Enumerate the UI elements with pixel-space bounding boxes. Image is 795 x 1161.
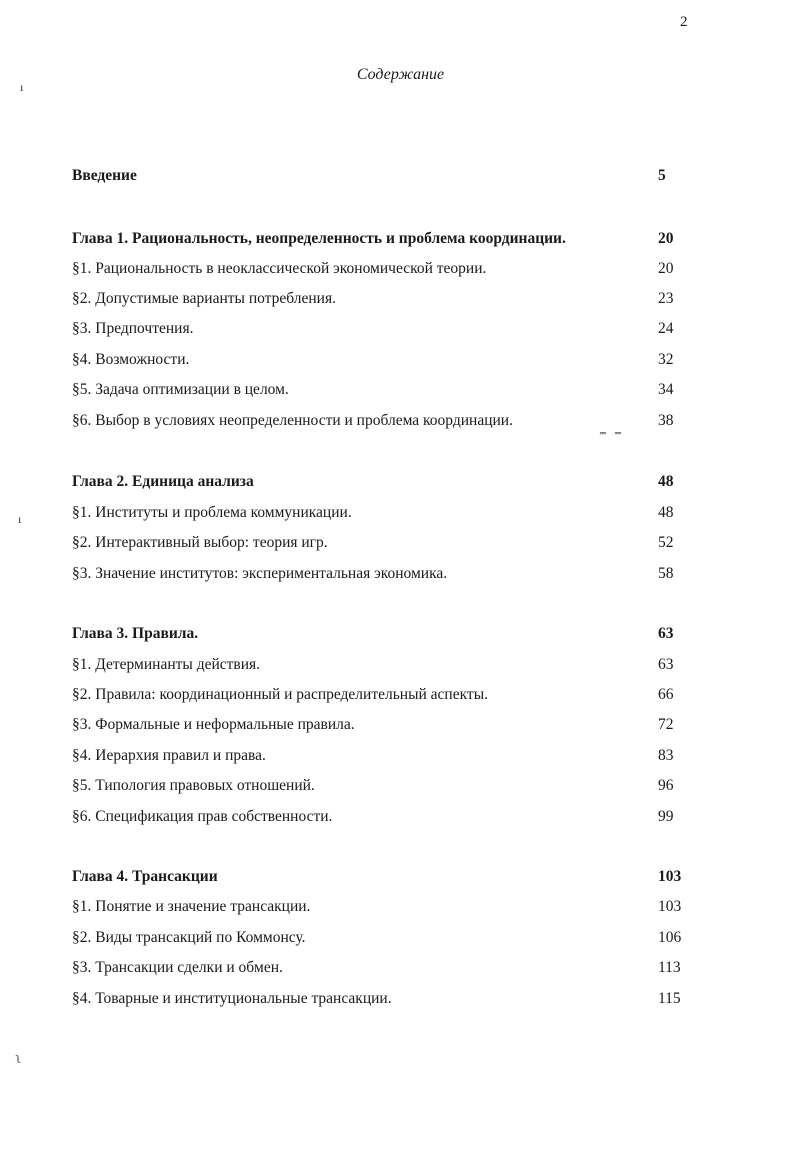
toc-page-number: 48 (658, 504, 674, 521)
toc-entry (72, 654, 692, 676)
toc-page-number: 103 (658, 898, 682, 915)
page-title: Содержание (356, 66, 445, 83)
toc-entry (72, 714, 692, 736)
toc-label: §2. Правила: координационный и распределительный аспекты. (72, 686, 488, 703)
toc-page-number: 34 (658, 381, 674, 398)
toc-page-number: 66 (658, 686, 674, 703)
toc-label: §3. Значение институтов: экспериментальная экономика. (72, 565, 448, 582)
toc-page-number: 20 (658, 230, 674, 247)
toc-page-number: 103 (658, 868, 682, 885)
toc-entry (72, 745, 692, 767)
toc-heading (72, 623, 692, 645)
toc-label: §5. Типология правовых отношений. (72, 777, 315, 794)
toc-label: §3. Формальные и неформальные правила. (72, 716, 355, 733)
toc-entry (72, 775, 692, 797)
toc-label: §4. Возможности. (72, 351, 190, 368)
toc-label: §3. Трансакции сделки и обмен. (72, 959, 283, 976)
toc-label: Глава 3. Правила. (72, 625, 199, 642)
toc-entry (72, 502, 692, 524)
toc-page-number: 63 (658, 656, 674, 673)
toc-page-number: 83 (658, 747, 674, 764)
toc-entry (72, 532, 692, 554)
toc-label: §6. Выбор в условиях неопределенности и проблема координации. (72, 412, 513, 429)
toc-label: §1. Рациональность в неоклассической экономической теории. (72, 260, 487, 277)
toc-entry (72, 318, 692, 340)
toc-label: §6. Спецификация прав собственности. (72, 808, 333, 825)
scan-speck: ‗ ‗ (600, 420, 624, 434)
toc-label: §1. Детерминанты действия. (72, 656, 261, 673)
toc-page-number: 5 (658, 167, 666, 184)
toc-label: §2. Виды трансакций по Коммонсу. (72, 929, 306, 946)
toc-entry (72, 896, 692, 918)
toc-page-number: 32 (658, 351, 674, 368)
toc-entry (72, 927, 692, 949)
toc-page-number: 58 (658, 565, 674, 582)
scan-speck: ı (20, 80, 24, 94)
scan-speck: ı (18, 512, 22, 526)
toc-label: §4. Иерархия правил и права. (72, 747, 266, 764)
toc-entry (72, 379, 692, 401)
toc-label: Глава 1. Рациональность, неопределенность и проблема координации. (72, 230, 566, 247)
toc-page-number: 72 (658, 716, 674, 733)
toc-page-number: 106 (658, 929, 682, 946)
toc-page-number: 115 (658, 990, 681, 1007)
toc-page-number: 24 (658, 320, 674, 337)
toc-entry (72, 563, 692, 585)
toc-page-number: 20 (658, 260, 674, 277)
toc-page-number: 52 (658, 534, 674, 551)
toc-page-number: 99 (658, 808, 674, 825)
toc-heading (72, 866, 692, 888)
toc-label: Введение (72, 167, 137, 184)
page-number: 2 (680, 14, 688, 30)
toc-page-number: 23 (658, 290, 674, 307)
toc-entry (72, 410, 692, 432)
toc-page-number: 113 (658, 959, 681, 976)
toc-entry (72, 988, 692, 1010)
toc-label: §5. Задача оптимизации в целом. (72, 381, 289, 398)
toc-label: §4. Товарные и институциональные трансакции. (72, 990, 392, 1007)
toc-label: §1. Понятие и значение трансакции. (72, 898, 311, 915)
toc-page-number: 63 (658, 625, 674, 642)
toc-heading (72, 471, 692, 493)
toc-heading (72, 165, 692, 187)
toc-entry (72, 258, 692, 280)
scan-speck: ʅ (16, 1052, 22, 1066)
toc-entry (72, 349, 692, 371)
toc-heading (72, 228, 692, 250)
toc-page-number: 38 (658, 412, 674, 429)
toc-label: Глава 2. Единица анализа (72, 473, 254, 490)
toc-label: Глава 4. Трансакции (72, 868, 218, 885)
toc-page-number: 48 (658, 473, 674, 490)
toc-label: §3. Предпочтения. (72, 320, 194, 337)
toc-page-number: 96 (658, 777, 674, 794)
toc-entry (72, 957, 692, 979)
toc-label: §1. Институты и проблема коммуникации. (72, 504, 352, 521)
toc-label: §2. Допустимые варианты потребления. (72, 290, 336, 307)
toc-label: §2. Интерактивный выбор: теория игр. (72, 534, 328, 551)
toc-entry (72, 288, 692, 310)
toc-entry (72, 806, 692, 828)
toc-entry (72, 684, 692, 706)
